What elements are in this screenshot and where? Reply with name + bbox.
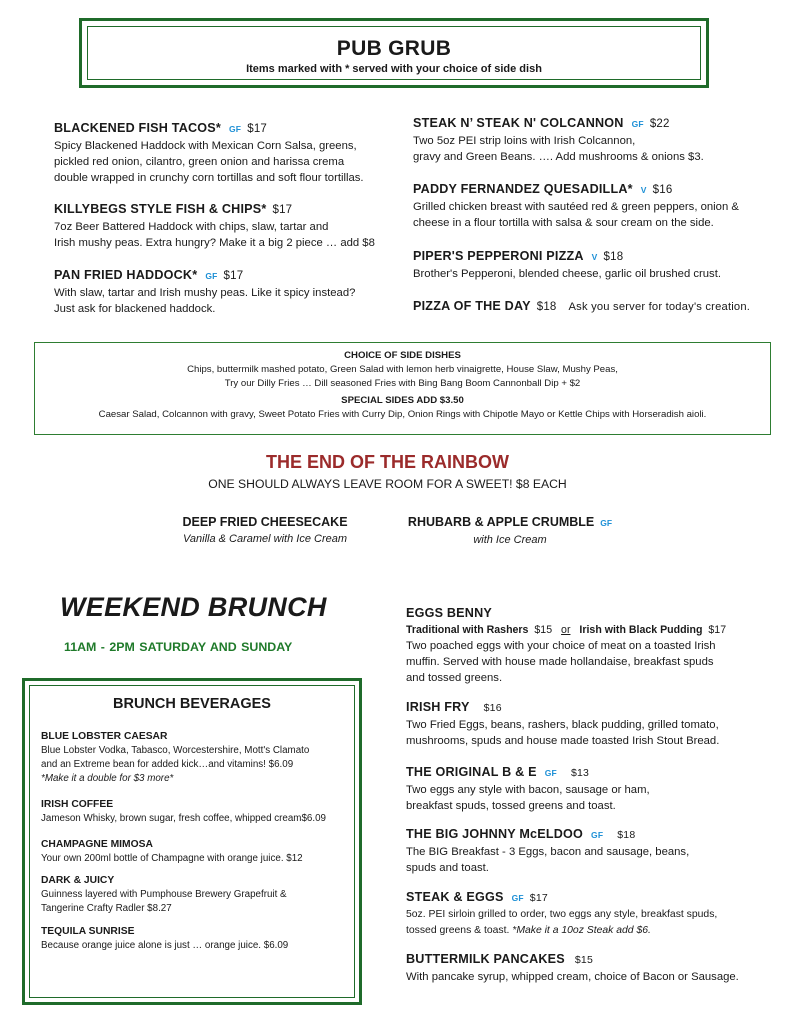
option-black-pudding: Irish with Black Pudding xyxy=(579,624,703,636)
beverage-name: IRISH COFFEE xyxy=(41,799,114,810)
side-dishes-box xyxy=(34,342,771,435)
sides-line: Try our Dilly Fries … Dill seasoned Fries with Bing Bang Boom Cannonball Dip + $2 xyxy=(224,378,581,389)
item-name: PAN FRIED HADDOCK* xyxy=(54,268,198,282)
item-desc: Two 5oz PEI strip loins with Irish Colcannon, xyxy=(413,135,636,147)
beverage-name: BLUE LOBSTER CAESAR xyxy=(41,731,168,742)
gf-tag: GF xyxy=(205,270,218,281)
item-name: STEAK N’ STEAK N' COLCANNON xyxy=(413,116,624,130)
item-name: PIZZA OF THE DAY xyxy=(413,299,531,313)
item-price: $17 xyxy=(272,204,293,216)
item-note: Ask you server for today's creation. xyxy=(568,301,751,313)
item-desc: Brother's Pepperoni, blended cheese, garlic oil brushed crust. xyxy=(413,268,721,280)
item-price: $17 xyxy=(529,892,548,904)
menu-item xyxy=(413,114,704,165)
title-box xyxy=(79,18,709,88)
vegetarian-tag: V xyxy=(640,184,647,195)
beverage-item xyxy=(41,730,309,786)
dessert-item xyxy=(395,513,625,548)
menu-item xyxy=(54,200,375,251)
item-name: THE BIG JOHNNY McELDOO xyxy=(406,827,584,841)
item-price: $17 xyxy=(223,270,244,282)
beverage-desc: Guinness layered with Pumphouse Brewery Grapefruit & xyxy=(41,889,287,900)
brunch-beverages-box xyxy=(22,678,362,1005)
item-desc: The BIG Breakfast - 3 Eggs, bacon and sausage, beans, xyxy=(406,846,690,858)
item-desc: Spicy Blackened Haddock with Mexican Corn Salsa, greens, xyxy=(54,140,357,152)
item-price: $17 xyxy=(247,123,268,135)
menu-item xyxy=(406,698,719,749)
dessert-subtitle: ONE SHOULD ALWAYS LEAVE ROOM FOR A SWEET! $8 EACH xyxy=(208,477,567,491)
item-price: $18 xyxy=(603,251,624,263)
item-name: PADDY FERNANDEZ QUESADILLA* xyxy=(413,182,633,196)
dessert-item xyxy=(150,513,380,547)
beverage-name: TEQUILA SUNRISE xyxy=(41,926,135,937)
item-price: $13 xyxy=(570,767,590,779)
sides-heading: CHOICE OF SIDE DISHES xyxy=(344,350,461,361)
gf-tag: GF xyxy=(600,517,613,528)
page-title: PUB GRUB xyxy=(336,37,452,60)
item-desc: mushrooms, spuds and house made toasted Irish Stout Bread. xyxy=(406,735,720,747)
item-price: $22 xyxy=(649,118,670,130)
dessert-title: THE END OF THE RAINBOW xyxy=(266,452,509,472)
item-desc: 5oz. PEI sirloin grilled to order, two eggs any style, breakfast spuds, xyxy=(406,909,718,920)
title-inner-frame xyxy=(87,26,701,80)
item-desc: muffin. Served with house made hollandaise, breakfast spuds xyxy=(406,656,714,668)
option-price: $17 xyxy=(708,624,727,636)
item-desc: gravy and Green Beans. …. Add mushrooms & onions $3. xyxy=(413,151,704,163)
gf-tag: GF xyxy=(544,767,557,778)
item-desc: tossed greens & toast. xyxy=(406,925,510,936)
item-price: $16 xyxy=(652,184,673,196)
item-desc: Irish mushy peas. Extra hungry? Make it a big 2 piece … add $8 xyxy=(54,237,375,249)
option-or: or xyxy=(561,624,571,636)
item-price: $18 xyxy=(536,301,557,313)
item-desc: Just ask for blackened haddock. xyxy=(54,303,216,315)
item-name: IRISH FRY xyxy=(406,700,470,714)
item-name: THE ORIGINAL B & E xyxy=(406,765,537,779)
menu-item xyxy=(54,266,355,317)
beverage-item xyxy=(41,925,288,953)
beverage-item xyxy=(41,838,303,866)
item-price: $18 xyxy=(617,829,636,841)
item-desc: cheese in a flour tortilla with salsa & sour cream on the side. xyxy=(413,217,714,229)
beverage-name: DARK & JUICY xyxy=(41,875,115,886)
special-sides-heading: SPECIAL SIDES ADD $3.50 xyxy=(341,395,464,406)
dessert-desc: with Ice Cream xyxy=(473,533,547,546)
menu-item xyxy=(406,604,726,686)
item-name: KILLYBEGS STYLE FISH & CHIPS* xyxy=(54,202,267,216)
item-desc: double wrapped in crunchy corn tortillas and soft flour tortillas. xyxy=(54,172,364,184)
gf-tag: GF xyxy=(229,123,242,134)
menu-item xyxy=(406,825,689,876)
dessert-desc: Vanilla & Caramel with Ice Cream xyxy=(182,533,348,545)
item-desc: pickled red onion, cilantro, green onion and harissa crema xyxy=(54,156,345,168)
option-price: $15 xyxy=(534,624,553,636)
beverage-desc: and an Extreme bean for added kick…and vitamins! $6.09 xyxy=(41,759,294,770)
gf-tag: GF xyxy=(631,118,644,129)
item-desc: Grilled chicken breast with sautéed red & green peppers, onion & xyxy=(413,201,739,213)
gf-tag: GF xyxy=(591,829,604,840)
item-note: *Make it a 10oz Steak add $6. xyxy=(512,925,651,936)
dessert-name: DEEP FRIED CHEESECAKE xyxy=(182,515,348,529)
item-name: STEAK & EGGS xyxy=(406,890,504,904)
menu-item xyxy=(406,763,650,814)
item-desc: Two Fried Eggs, beans, rashers, black pudding, grilled tomato, xyxy=(406,719,719,731)
item-desc: spuds and toast. xyxy=(406,862,489,874)
beverage-desc: Blue Lobster Vodka, Tabasco, Worcestershire, Mott's Clamato xyxy=(41,745,310,756)
beverage-desc: Jameson Whisky, brown sugar, fresh coffee, whipped cream$6.09 xyxy=(41,813,326,824)
vegetarian-tag: V xyxy=(591,251,598,262)
brunch-title: WEEKEND BRUNCH xyxy=(60,592,327,622)
sides-line: Chips, buttermilk mashed potato, Green Salad with lemon herb vinaigrette, House Slaw, Mushy Peas, xyxy=(187,364,618,375)
brunch-hours: 11AM - 2PM SATURDAY AND SUNDAY xyxy=(64,640,293,654)
beverages-inner-frame xyxy=(29,685,355,998)
beverage-desc: Tangerine Crafty Radler $8.27 xyxy=(41,903,172,914)
menu-item xyxy=(413,297,750,316)
item-name: PIPER'S PEPPERONI PIZZA xyxy=(413,249,584,263)
beverage-item xyxy=(41,798,326,826)
gf-tag: GF xyxy=(511,892,524,903)
item-desc: Two poached eggs with your choice of meat on a toasted Irish xyxy=(406,640,716,652)
item-desc: 7oz Beer Battered Haddock with chips, slaw, tartar and xyxy=(54,221,329,233)
item-desc: With pancake syrup, whipped cream, choice of Bacon or Sausage. xyxy=(406,971,739,983)
menu-item xyxy=(406,888,717,939)
item-desc: and tossed greens. xyxy=(406,672,503,684)
item-name: EGGS BENNY xyxy=(406,606,492,620)
beverage-note: *Make it a double for $3 more* xyxy=(41,773,174,784)
item-desc: breakfast spuds, tossed greens and toast. xyxy=(406,800,616,812)
menu-item xyxy=(413,247,721,282)
dessert-name: RHUBARB & APPLE CRUMBLE xyxy=(407,515,595,529)
beverage-desc: Because orange juice alone is just … orange juice. $6.09 xyxy=(41,940,289,951)
beverage-item xyxy=(41,874,287,916)
item-price: $15 xyxy=(574,954,594,966)
item-desc: Two eggs any style with bacon, sausage or ham, xyxy=(406,784,650,796)
beverages-title: BRUNCH BEVERAGES xyxy=(113,696,271,712)
beverage-desc: Your own 200ml bottle of Champagne with orange juice. $12 xyxy=(41,853,303,864)
item-name: BUTTERMILK PANCAKES xyxy=(406,952,565,966)
beverage-name: CHAMPAGNE MIMOSA xyxy=(41,839,153,850)
special-sides-line: Caesar Salad, Colcannon with gravy, Sweet Potato Fries with Curry Dip, Onion Rings with Chipotle Mayo or Kettle Chips with Horseradish aioli. xyxy=(98,409,707,420)
item-desc: With slaw, tartar and Irish mushy peas. Like it spicy instead? xyxy=(54,287,356,299)
menu-item xyxy=(413,180,739,231)
option-traditional: Traditional with Rashers xyxy=(406,624,529,636)
item-price: $16 xyxy=(483,702,502,714)
menu-item xyxy=(406,950,739,985)
page-subtitle: Items marked with * served with your choice of side dish xyxy=(246,63,542,75)
item-name: BLACKENED FISH TACOS* xyxy=(54,121,221,135)
menu-item xyxy=(54,119,364,186)
